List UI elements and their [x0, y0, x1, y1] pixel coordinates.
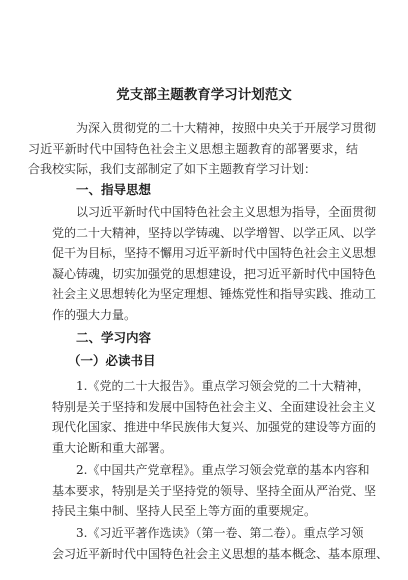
text-line: 基本要求，特别是关于坚持党的领导、坚持全面从严治党、坚 — [52, 483, 377, 498]
text-line: 以习近平新时代中国特色社会主义思想为指导，全面贯彻 — [76, 205, 377, 219]
subsection-heading-required-reading: （一）必读书目 — [68, 353, 156, 368]
text-line: 作的强大力量。 — [52, 307, 137, 322]
section-heading-guiding-ideology: 一、指导思想 — [76, 182, 152, 197]
text-line: 特别是关于坚持和发展中国特色社会主义、全面建设社会主义 — [52, 399, 377, 414]
intro-paragraph — [28, 118, 377, 180]
text-line: 现代化国家、推进中华民族伟大复兴、加强党的建设等方面的 — [52, 420, 377, 435]
section-heading-study-content: 二、学习内容 — [76, 330, 152, 345]
text-line: 为深入贯彻党的二十大精神，按照中央关于开展学习贯彻 — [76, 121, 377, 135]
document-title: 党支部主题教育学习计划范文 — [116, 87, 292, 103]
text-line: 合我校实际，我们支部制定了如下主题教育学习计划： — [28, 162, 317, 177]
text-line: 3.《习近平著作选读》（第一卷、第二卷）。重点学习领 — [76, 526, 364, 540]
reading-item-2 — [52, 460, 377, 522]
text-line: 凝心铸魂，切实加强党的思想建设，把习近平新时代中国特色 — [52, 266, 377, 281]
text-line: 重大论断和重大部署。 — [52, 440, 173, 455]
text-line: 社会主义思想转化为坚定理想、锤炼党性和指导实践、推动工 — [52, 287, 377, 302]
text-line: 习近平新时代中国特色社会主义思想主题教育的部署要求，结 — [28, 141, 358, 156]
text-line: 促干为目标，坚持不懈用习近平新时代中国特色社会主义思想 — [52, 246, 377, 261]
text-line: 党的二十大精神，坚持以学铸魂、以学增智、以学正风、以学 — [52, 225, 377, 240]
reading-item-1 — [52, 376, 377, 458]
text-line: 持民主集中制、坚持人民至上等方面的重要规定。 — [52, 504, 317, 519]
guiding-ideology-paragraph — [52, 202, 377, 326]
text-line: 1.《党的二十大报告》。重点学习领会党的二十大精神， — [76, 379, 370, 393]
reading-item-3 — [52, 523, 389, 564]
text-line: 2.《中国共产党章程》。重点学习领会党章的基本内容和 — [76, 463, 370, 477]
text-line: 会习近平新时代中国特色社会主义思想的基本概念、基本原理、 — [52, 546, 389, 561]
